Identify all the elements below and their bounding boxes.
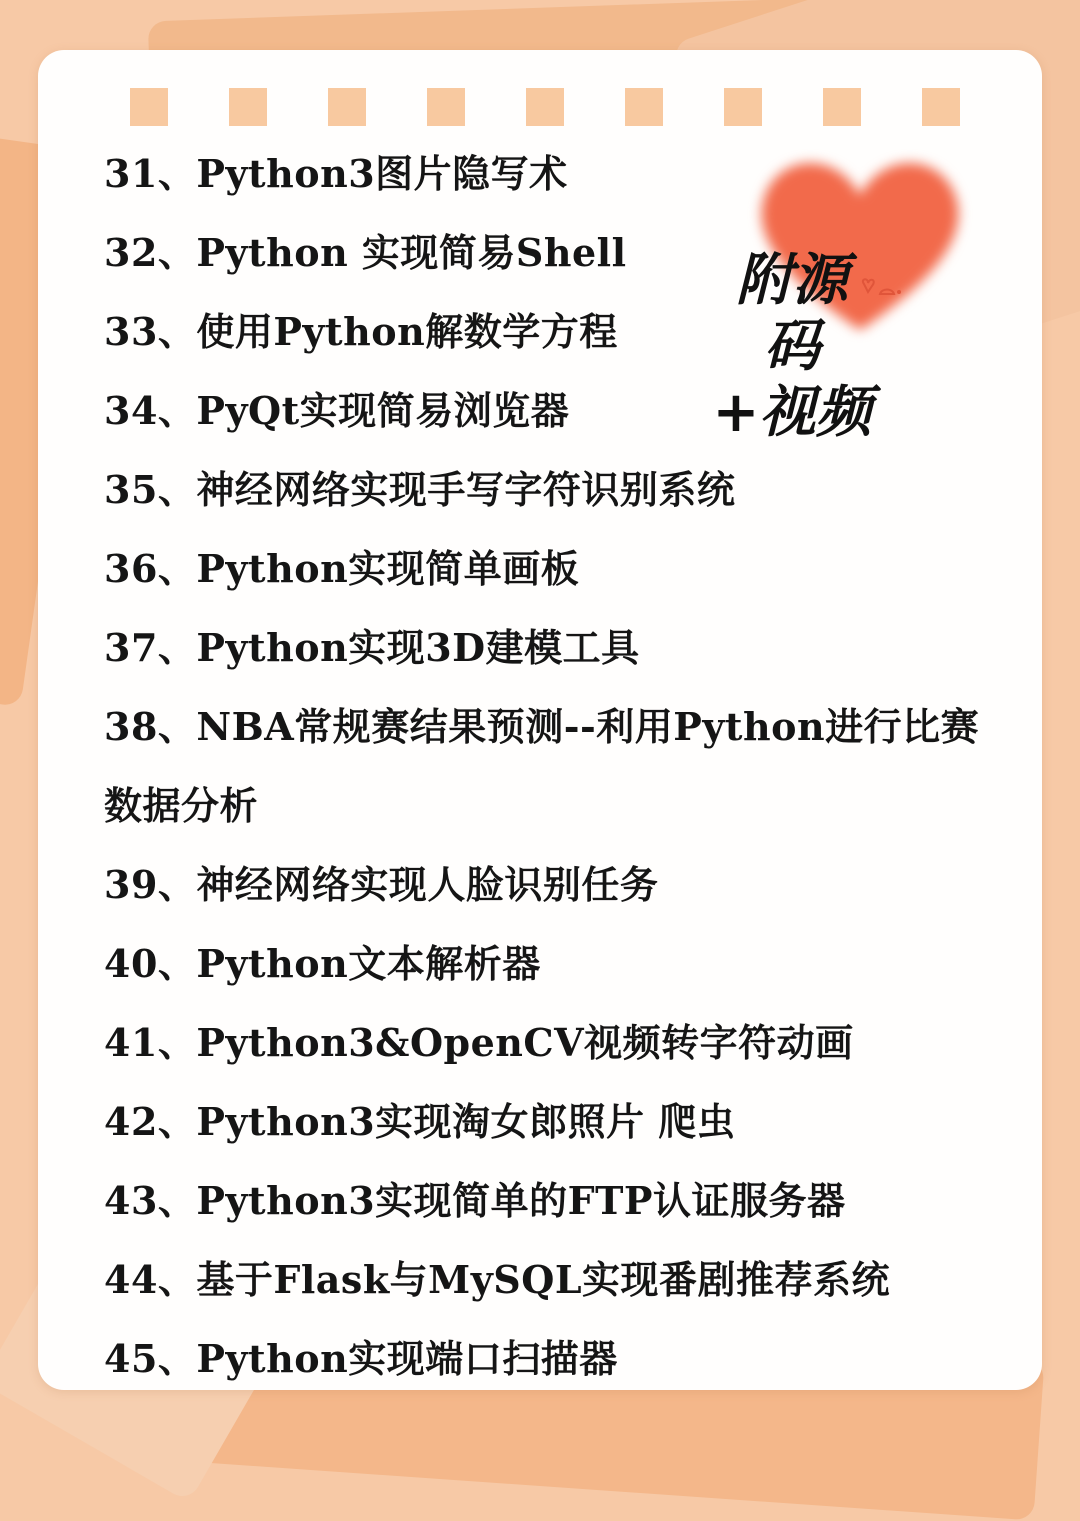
item-number: 45、: [104, 1336, 197, 1381]
item-number: 44、: [104, 1257, 197, 1302]
item-title: Python文本解析器: [196, 941, 541, 986]
item-number: 40、: [104, 941, 197, 986]
tape-square: [922, 88, 960, 126]
item-number: 33、: [104, 309, 197, 354]
item-number: 36、: [104, 546, 197, 591]
tape-square: [823, 88, 861, 126]
list-item: [104, 450, 1004, 529]
list-item: [104, 608, 1004, 687]
item-title: 神经网络实现手写字符识别系统: [196, 467, 736, 512]
tape-square: [328, 88, 366, 126]
list-item: [104, 1161, 1004, 1240]
tape-square: [427, 88, 465, 126]
item-number: 32、: [104, 230, 197, 275]
item-number: 42、: [104, 1099, 197, 1144]
item-number: 41、: [104, 1020, 197, 1065]
item-title: Python实现端口扫描器: [196, 1336, 618, 1381]
list-item: [104, 687, 1004, 845]
tape-square: [625, 88, 663, 126]
list-item: [104, 292, 1004, 371]
item-title: Python实现3D建模工具: [196, 625, 640, 670]
list-item: [104, 213, 1004, 292]
item-title: 神经网络实现人脸识别任务: [196, 862, 659, 907]
item-title: Python3图片隐写术: [196, 151, 568, 196]
tape-square: [229, 88, 267, 126]
list-item: [104, 1082, 1004, 1161]
project-list: [104, 134, 1004, 1398]
list-item: [104, 845, 1004, 924]
item-title: Python 实现简易Shell: [196, 230, 627, 275]
item-title: Python3实现淘女郎照片 爬虫: [196, 1099, 736, 1144]
item-number: 37、: [104, 625, 197, 670]
list-item: [104, 924, 1004, 1003]
tagline-line-1: 附源码: [736, 248, 848, 379]
item-title: 使用Python解数学方程: [196, 309, 618, 354]
item-number: 39、: [104, 862, 197, 907]
tape-strip: [130, 88, 960, 126]
item-number: 38、: [104, 704, 197, 749]
item-title: PyQt实现简易浏览器: [196, 388, 570, 433]
item-title: Python实现简单画板: [196, 546, 580, 591]
item-number: 35、: [104, 467, 197, 512]
list-item: [104, 1319, 1004, 1398]
item-number: 43、: [104, 1178, 197, 1223]
list-item: [104, 1003, 1004, 1082]
item-title: Python3实现简单的FTP认证服务器: [196, 1178, 846, 1223]
list-item: [104, 1240, 1004, 1319]
list-item: [104, 134, 1004, 213]
item-title: NBA常规赛结果预测--利用Python进行比赛数据分析: [104, 704, 980, 828]
item-number: 34、: [104, 388, 197, 433]
tagline-line-2: +视频: [712, 380, 872, 445]
list-item: [104, 371, 1004, 450]
item-title: 基于Flask与MySQL实现番剧推荐系统: [196, 1257, 891, 1302]
tape-square: [526, 88, 564, 126]
tape-square: [724, 88, 762, 126]
tape-square: [130, 88, 168, 126]
item-title: Python3&OpenCV视频转字符动画: [196, 1020, 854, 1065]
item-number: 31、: [104, 151, 197, 196]
list-item: [104, 529, 1004, 608]
